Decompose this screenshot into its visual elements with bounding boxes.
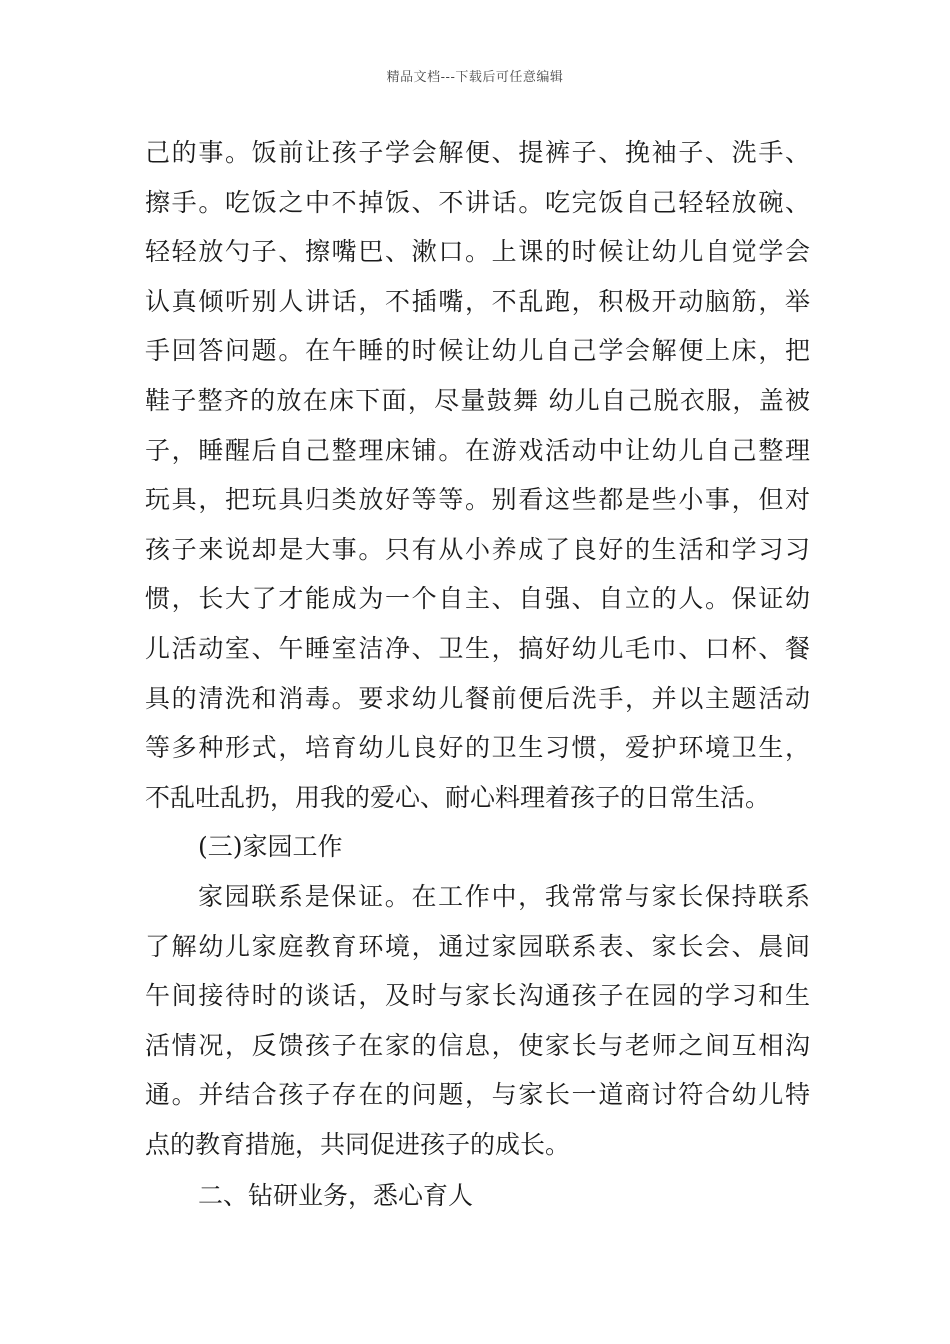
page-header: 精品文档---下载后可任意编辑 <box>386 70 564 85</box>
text-line: 惯，长大了才能成为一个自主、自强、自立的人。保证幼 <box>145 584 810 614</box>
paragraph-home-school <box>145 872 810 1170</box>
text-line: 鞋子整齐的放在床下面，尽量鼓舞 幼儿自己脱衣服，盖被 <box>145 385 810 415</box>
text-line: 己的事。饭前让孩子学会解便、提裤子、挽袖子、洗手、 <box>145 138 810 167</box>
text-line: 擦手。吃饭之中不掉饭、不讲话。吃完饭自己轻轻放碗、 <box>145 187 810 217</box>
text-line: 午间接待时的谈话，及时与家长沟通孩子在园的学习和生 <box>145 981 810 1011</box>
document-body <box>145 128 810 1221</box>
text-line: 活情况，反馈孩子在家的信息，使家长与老师之间互相沟 <box>145 1030 810 1060</box>
section-heading-home-school: (三)家园工作 <box>198 832 343 862</box>
text-line: 家园联系是保证。在工作中，我常常与家长保持联系 <box>198 881 810 911</box>
text-line: 认真倾听别人讲话，不插嘴，不乱跑，积极开动脑筋，举 <box>145 286 810 316</box>
text-line: 孩子来说却是大事。只有从小养成了良好的生活和学习习 <box>145 534 810 564</box>
text-line: 点的教育措施，共同促进孩子的成长。 <box>145 1129 571 1159</box>
text-line: 儿活动室、午睡室洁净、卫生，搞好幼儿毛巾、口杯、餐 <box>145 633 810 663</box>
text-line: 等多种形式，培育幼儿良好的卫生习惯，爱护环境卫生， <box>145 733 810 763</box>
text-line: 不乱吐乱扔，用我的爱心、耐心料理着孩子的日常生活。 <box>145 782 771 812</box>
text-line: 子，睡醒后自己整理床铺。在游戏活动中让幼儿自己整理 <box>145 435 810 465</box>
paragraph-daily-habits <box>145 128 810 822</box>
text-line: 具的清洗和消毒。要求幼儿餐前便后洗手，并以主题活动 <box>145 683 810 713</box>
text-line: 玩具，把玩具归类放好等等。别看这些都是些小事，但对 <box>145 485 810 515</box>
text-line: 通。并结合孩子存在的问题，与家长一道商讨符合幼儿特 <box>145 1080 810 1110</box>
text-line: 手回答问题。在午睡的时候让幼儿自己学会解便上床，把 <box>145 336 810 366</box>
text-line: 了解幼儿家庭教育环境，通过家园联系表、家长会、晨间 <box>145 931 810 961</box>
section-heading-study: 二、钻研业务，悉心育人 <box>198 1181 474 1211</box>
text-line: 轻轻放勺子、擦嘴巴、漱口。上课的时候让幼儿自觉学会 <box>145 237 810 267</box>
